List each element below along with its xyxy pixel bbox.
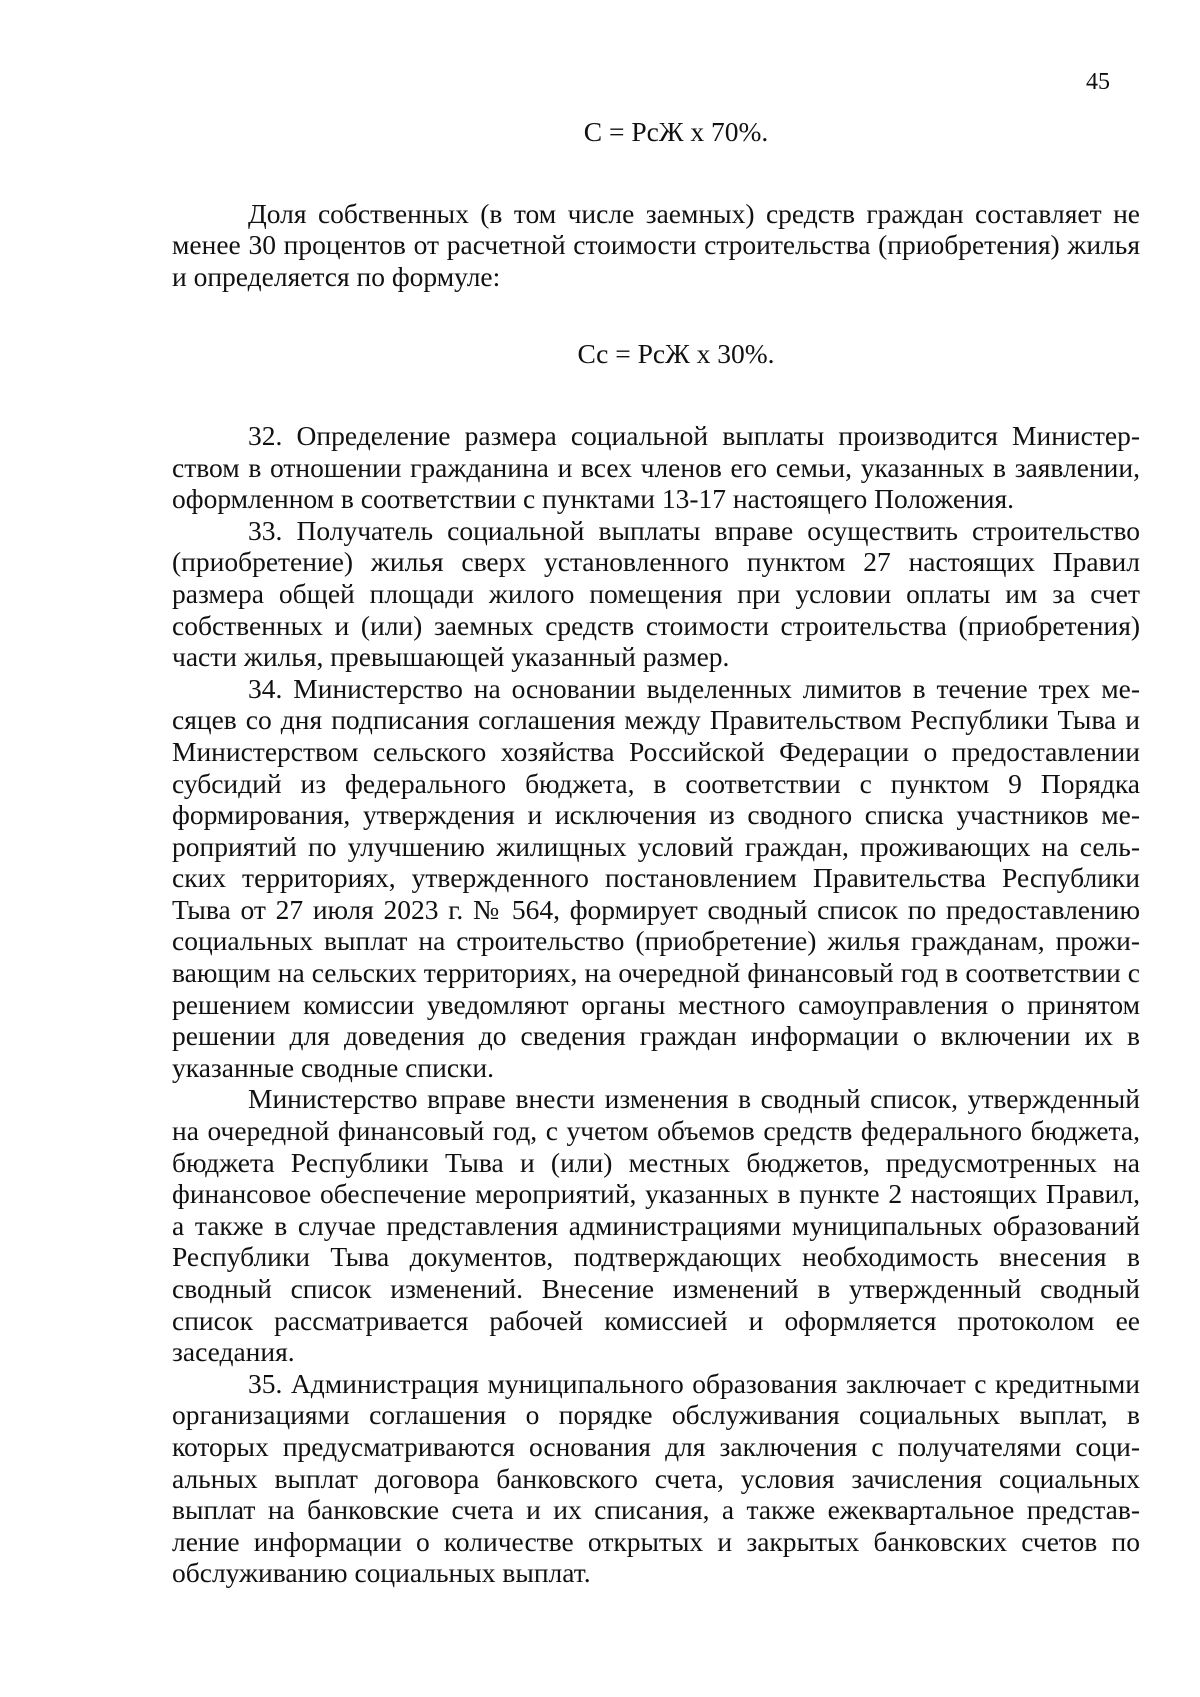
page-number: 45 bbox=[1086, 69, 1110, 95]
paragraph-33: 33. Получатель социальной выплаты вправе осуществить строительство (приобретение) жилья сверх установленного пунктом 27 настоящих Правил размера общей площади жилого помещения при условии оплаты им за счет собственных и (или) заемных средств стоимости строительства (приобретения) части жилья, превышающей указанный размер. bbox=[172, 514, 1140, 673]
paragraph-32: 32. Определение размера социальной выплаты производится Министерством в отношении гражданина и всех членов его семьи, указанных в заявлении, оформленном в соответствии с пунктами 13-17 настоящего Положения. bbox=[172, 419, 1140, 515]
formula-own-funds-70: С = РсЖ х 70%. bbox=[583, 116, 769, 147]
paragraph-35: 35. Администрация муниципального образования заключает с кредитными организациями соглашения о порядке обслуживания социальных выплат, в которых предусматриваются основания для заключения с получателями социальных выплат договора банковского счета, условия зачисления социальных выплат на банковские счета и их списания, а также ежеквартальное представление информации о количестве открытых и закрытых банковских счетов по обслуживанию социальных выплат. bbox=[172, 1367, 1140, 1589]
document-body bbox=[172, 116, 1140, 1589]
formula-own-funds-30: Сс = РсЖ х 30%. bbox=[577, 338, 775, 370]
paragraph-34: 34. Министерство на основании выделенных лимитов в течение трех месяцев со дня подписания соглашения между Правительством Республики Тыва и Министерством сельского хозяйства Российской Федерации о предоставлении субсидий из федерального бюджета, в соответствии с пунктом 9 Порядка формирования, утверждения и исключения из сводного списка участников мероприятий по улучшению жилищных условий граждан, проживающих на сельских территориях, утвержденного постановлением Правительства Республики Тыва от 27 июля 2023 г. № 564, формирует сводный список по предоставлению социальных выплат на строительство (приобретение) жилья гражданам, проживающим на сельских территориях, на очередной финансовый год в соответствии с решением комиссии уведомляют органы местного самоуправления о принятом решении для доведения до сведения граждан информации о включении их в указанные сводные списки. bbox=[172, 672, 1140, 1083]
paragraph-34-changes: Министерство вправе внести изменения в сводный список, утвержденный на очередной финансовый год, с учетом объемов средств федерального бюджета, бюджета Республики Тыва и (или) местных бюджетов, предусмотренных на финансовое обеспечение мероприятий, указанных в пункте 2 настоящих Правил, а также в случае представления администрациями муниципальных образований Республики Тыва документов, подтверждающих необходимость внесения в сводный список изменений. Внесение изменений в утвержденный сводный список рассматривается рабочей комиссией и оформляется протоколом ее заседания. bbox=[172, 1083, 1140, 1368]
paragraph-own-funds-share: Доля собственных (в том числе заемных) средств граждан составляет не менее 30 процентов от расчетной стоимости строительства (приобретения) жилья и определяется по формуле: bbox=[172, 197, 1140, 292]
